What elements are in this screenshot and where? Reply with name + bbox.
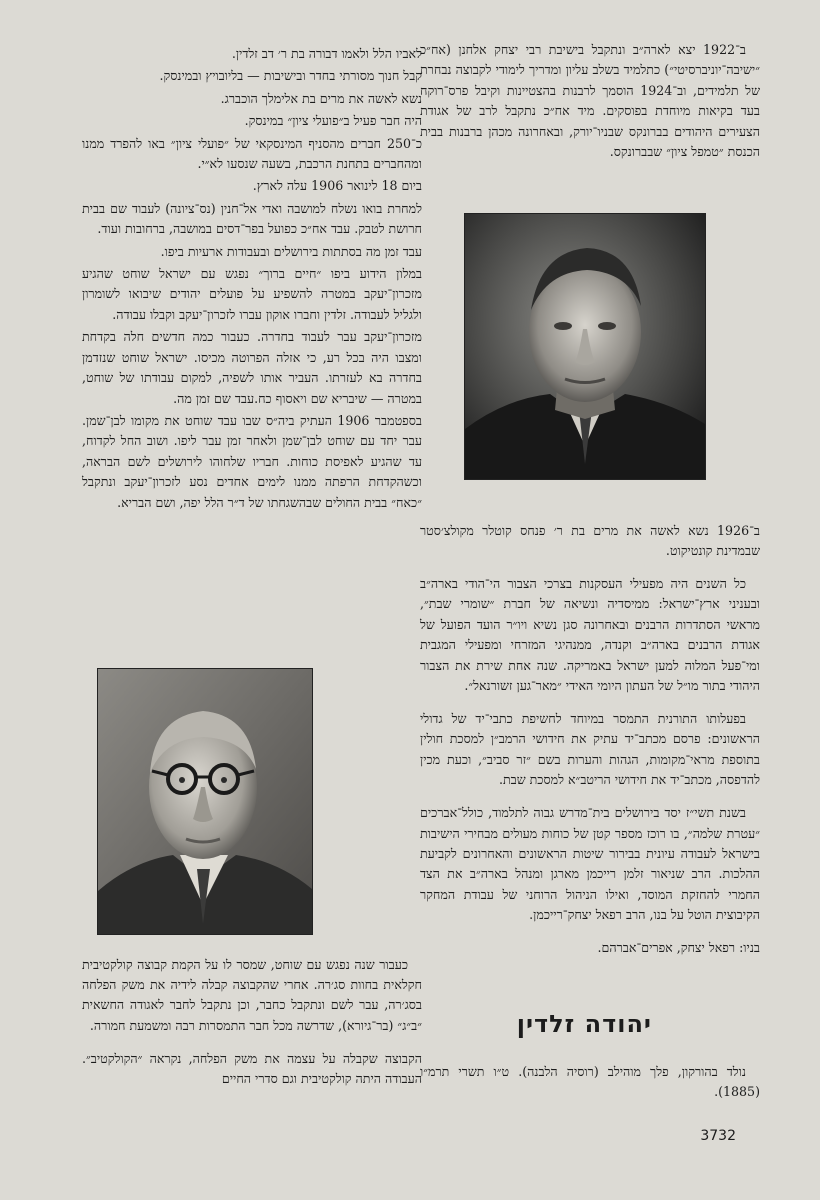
left-column-top — [82, 44, 422, 515]
paragraph: בשנת תשי״ז יסד בירושלים בית־מדרש גבוה לתלמוד, כולל־אברכים ״עטרת שלמה״, בו רוכז מספר קטן של כוחות מעולים מבחירי הישיבות בישראל לעבודה עיונית בבירור שיטות הראשונים והאחרונים לקביעת ההלכות. הרב שניאור זלמן רייכמן מארגן ומנהל בארה״ב את הצד החמרי להחזקת המוסד, ואילו הניהול הרוחני של עבודת המחקר הקיבוצית הוטל על בנו, הרב רפאל יצחק־רייכמן. — [420, 805, 760, 923]
right-column-top — [420, 40, 760, 164]
paragraph: ביום 18 לינואר 1906 עלה לארץ. — [252, 178, 422, 194]
children-line: בניו: רפאל יצחק, אפרים־אברהם. — [597, 940, 760, 956]
paragraph: נשא לאשה את מרים בת אלימלך הוכברג. — [220, 90, 422, 106]
paragraph: בספטמבר 1906 העתיק ביה״ס שבו עבד שוחט את מקומו לבן־שמן. עבר יחד עם שוחט לבן־שמן ולאחר זמן עבר ליפו. ושוב החל לקדוח, עד שהגיע לאפיסת כוחות. חבריו שלחוהו לירושלים לשם הבראה, וכשהקדחת הרפתה ממנו לימים אחדים נסע לזכרון־יעקב ונתקבל ״כאח״ בבית החולים שבהשגחתו של ד״ר הלל יפה, ושם הבריא. — [82, 412, 423, 510]
paragraph: היה חבר פעיל ב״פועלי ציון״ במינסק. — [244, 113, 422, 129]
paragraph: למחרת בואו נשלח למושבה ואדי אל־חנין (נס־ציונה) לעבוד שם בבית חרושת לטבק. עבד אח״כ כפועל בפר־דסים במושבה, ברחובות ועוד. — [82, 200, 422, 237]
paragraph: לאביו הלל ולאמו דבורה בת ר׳ דב זלדין. — [231, 46, 422, 61]
portrait-man-glasses-image — [98, 669, 312, 934]
left-column-lower — [82, 942, 422, 1102]
paragraph: עבד זמן מה בסתתות בירושלים ובעבודות ארעיות ביפו. — [160, 243, 422, 259]
paragraph: כל השנים היה מפעילי העסקנות בצרכי הצבור הי־הודי בארה״ב ובעניני ארץ־ישראל: ממיסדיה ונשיאה של חברת ״שומרי שבת״, מראשי הסתדרות הרבנים ובאחרונה סגן נשיא ויו״ר הועד הפועל של אגודת הרבנים בארה״ב וקנדה, ממנהיגי המזרחי ומפעילי המגבית ומי־פעל המלוה למען ישראל באמריקה. שנה אחת שירת את הצבור היהודי בתור מו״ל של העתון היומי האידי ״מאר־גען זשורנאל״. — [420, 576, 760, 694]
paragraph: בפעלותו התורנית התמסר במיוחד לחשיפת כתבי־יד של גדולי הראשונים: פרסם מכתב־יד עתיק את חידושי הרמב״ן למסכת חולין בתוספת מראי־מקומות, הגהות והערות בשם ״זר סביב״, וכעת מכין להדפסה, מכתב־יד את חידושי הריטב״א למסכת שבת. — [420, 711, 760, 788]
paragraph: כ־250 חברים מהסניף המינסקאי של ״פועלי ציון״ באו להפרד ממנו ומהחברים בתחנת הרכבת, בשעה שנסעו לא״י. — [82, 135, 422, 172]
portrait-man-suit-image — [465, 214, 705, 479]
entry-name-heading: יהודה זלדין — [516, 1010, 652, 1038]
paragraph: כעבור שנה נפגש עם שוחט, שמסר לו על הקמת קבוצה קולקטיבית חקלאית בחוות סג׳רה. אחרי שהקבוצה קבלה לידיה את משק הפלחה בסג׳רה, עבר לשם ונתקבל כחבר, וכן נתקבל לחבר לאגודה החשאית ״ב״ג״ (בר־גיורא), שדרשה מכל חבר התמסרות רבה ומשמעת חמורה. — [82, 956, 422, 1033]
portrait-photo-2 — [97, 668, 313, 935]
paragraph: במלון הידוע ביפו ״חיים ברוך״ נפגש עם ישראל שוחט שהגיע מזכרון־יעקב במטרה להשפיע על פועלים יהודים שיבואו לשומרון ולגליל לעבודה. זלדין וחברו אוקון עברו לזכרון־יעקב וקבלו עבודה. — [82, 266, 422, 322]
right-column-lower — [420, 508, 760, 971]
entry-birth-line: נולד בהורקון, פלך מוהילב (רוסיה הלבנה). ט״ו תשרי תרמ״ו (1885). — [420, 1064, 760, 1100]
page-number: 3732 — [700, 1128, 736, 1144]
paragraph: ב־1926 נשא לאשה את מרים בת ר׳ פנחס קוטלר מקולצ׳סטר שבמדינת קונטיקוט. — [420, 522, 760, 558]
paragraph: מזכרון־יעקב עבר לעבוד בחדרה. כעבור כמה חדשים חלה בקדחת ומצבו היה בכל רע, כי אזלה הפרוטה מכיסו. ישראל שוחט שנזדמן בחדרה בא לעזרתו. העביר אותו לשפיה, למקום עבודתו של שוחט, במטרה — שיבריא שם ויאסוף כח.עבד שם זמן מה. — [82, 329, 422, 406]
paragraph: הקבוצה שקבלה על עצמה את משק הפלחה, נקראה ״הקולקטיב״. העבודה היתה קולקטיבית וגם סדרי החיים — [82, 1050, 422, 1087]
paragraph: קבל חנוך מסורתי בחדר ובישיבות — בליובויץ ובמינסק. — [159, 68, 422, 84]
portrait-photo-1 — [464, 213, 706, 480]
paragraph: ב־1922 יצא לארה״ב ונתקבל בישיבת רבי יצחק אלחנן (אח״כ ״ישיבה־יוניברסיטי״) כתלמיד בשלב עליון ומדריך לימודי לקבוצה נבחרת של תלמידים, וב־1924 הוסמך לרבנות בהצטיינות וקיבל פרס־רוקח בעד בקיאות מיוחדת בפוסקים. מיד אח״כ נתקבל לרב של אגודת הצעירים היהודים בברונקס שבניו־יורק, ובאחרונה מכהן ברבנות בבית הכנסת ״טמפל ציון״ שבברונקס. — [420, 42, 760, 160]
